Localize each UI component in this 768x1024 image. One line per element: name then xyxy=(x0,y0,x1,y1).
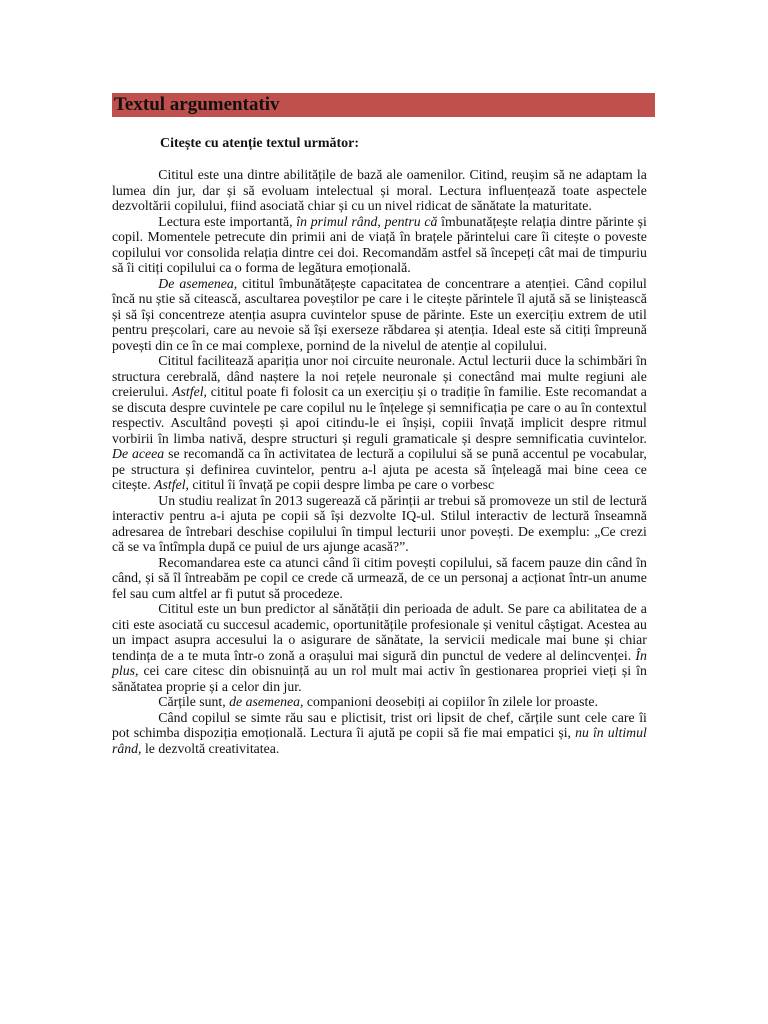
body-paragraph xyxy=(112,695,647,711)
italic-phrase: De asemenea, xyxy=(158,276,238,292)
document-title: Textul argumentativ xyxy=(114,94,280,115)
italic-phrase: pentru că xyxy=(384,214,438,230)
italic-phrase: De aceea xyxy=(112,447,165,462)
text-run: Cititul facilitează apariția unor noi circuite neuronale. Actul lecturii duce la schimbări în structura cerebrală, dând naștere la noi rețele neuronale și conectând mai multe regiuni ale creierului. xyxy=(112,354,647,400)
text-run: îmbunatățește relația dintre părinte și copil. Momentele petrecute din primii ani de viață în brațele părintelui care îi citește o poveste copilului vor consolida relația dintre cei doi. Recomandăm astfel să începeți cât mai de timpuriu să îi citiți copilului ca o forma de legătura emoțională. xyxy=(112,214,647,276)
body-paragraph xyxy=(112,354,647,494)
text-run: le dezvoltă creativitatea. xyxy=(141,741,280,757)
italic-phrase: În plus, xyxy=(112,648,647,679)
text-run: Lectura este importantă, xyxy=(158,214,297,230)
text-run: se recomandă ca în activitatea de lectură a copilului să se pună accentul pe vocabular, pe structura și definirea cuvintelor, pentru a-l ajuta pe acesta să înțeleagă mai bine ceea ce citește. xyxy=(112,447,647,493)
italic-phrase: Astfel xyxy=(172,385,204,400)
body-paragraph xyxy=(112,168,647,215)
text-run: cititul îmbunătățește capacitatea de concentrare a atenției. Când copilul încă nu știe să citească, ascultarea poveștilor pe care i le citește părintele îl ajută să se liniștească și să își concentreze atenția asupra cuvintelor spuse de părinte. Este un exercițiu extrem de util pentru preșcolari, care au nevoie să își exerseze răbdarea și atenția. Ideal este să citiți împreună povești din ce în ce mai complexe, pornind de la nivelul de atenție al copilului. xyxy=(112,276,647,354)
text-run: companioni deosebiți ai copiilor în zilele lor proaste. xyxy=(303,695,598,710)
text-run: , cititul poate fi folosit ca un exercițiu și o tradiție în familie. Este recomandat a se discuta despre cuvintele pe care copilul nu le înțelege și semnificația pe care o au în contextul respectiv. Ascultând povești și apoi citindu-le ei înșiși, copiii învață implicit despre ritmul vorbirii în limba nativă, despre structuri și reguli gramaticale și despre semnificatia cuvintelor. xyxy=(112,385,647,447)
body-paragraph xyxy=(112,711,647,758)
text-run: Cititul este una dintre abilitățile de bază ale oamenilor. Citind, reușim să ne adaptam la lumea din jur, dar și să evoluam intelectual și moral. Lectura influențează toate aspectele dezvoltării copilului, fiind asociată chiar și cu un nivel ridicat de sănătate la maturitate. xyxy=(112,168,647,214)
italic-phrase: nu în ultimul rând, xyxy=(112,726,647,757)
body-paragraph xyxy=(112,277,647,355)
body-paragraph xyxy=(112,215,647,277)
text-run: Un studiu realizat în 2013 sugerează că părinții ar trebui să promoveze un stil de lectură interactiv pentru a-i ajuta pe copii să își dezvolte IQ-ul. Stilul interactiv de lectură înseamnă adresarea de întrebari deschise copilului în timpul lecturii unor povești. De exemplu: „Ce crezi că se va întîmpla după ce puiul de urs ajunge acasă?”. xyxy=(112,493,647,555)
text-run: Recomandarea este ca atunci când îi citim povești copilului, să facem pauze din când în când, și să îl întreabăm pe copil ce crede că urmează, de ce un personaj a acționat într-un anume fel sau cum altfel ar fi putut să procedeze. xyxy=(112,555,647,602)
instruction-text: Citește cu atenție textul următor: xyxy=(160,136,360,151)
text-run: cei care citesc din obisnuință au un rol mult mai activ în gestionarea propriei vieți și în sănătatea proprie și a celor din jur. xyxy=(112,664,647,695)
body-paragraph xyxy=(112,494,647,556)
text-run: , cititul îi învață pe copii despre limba pe care o vorbesc xyxy=(185,478,495,493)
italic-phrase: Astfel xyxy=(154,478,186,493)
text-run: Cititul este un bun predictor al sănătății din perioada de adult. Se pare ca abilitatea de a citi este asociată cu succesul academic, oportunitățile profesionale și venitul câștigat. Acestea au un impact asupra accesului la o asigurare de sănătate, la servicii medicale mai bune și chiar tendința de a te muta într-o zonă a orașului mai sigură din punctul de vedere al delincvenței. xyxy=(112,602,647,664)
body-paragraph xyxy=(112,602,647,695)
text-run: Când copilul se simte rău sau e plictisit, trist ori lipsit de chef, cărțile sunt cele care îi pot schimba dispoziția emoțională. Lectura îi ajută pe copii să fie mai empatici și, xyxy=(112,710,647,741)
italic-phrase: de asemenea, xyxy=(229,695,304,710)
italic-phrase: în primul rând xyxy=(296,214,378,230)
document-body xyxy=(112,168,647,757)
text-run: , xyxy=(377,214,385,230)
text-run: Cărțile sunt, xyxy=(158,695,230,710)
body-paragraph xyxy=(112,556,647,603)
